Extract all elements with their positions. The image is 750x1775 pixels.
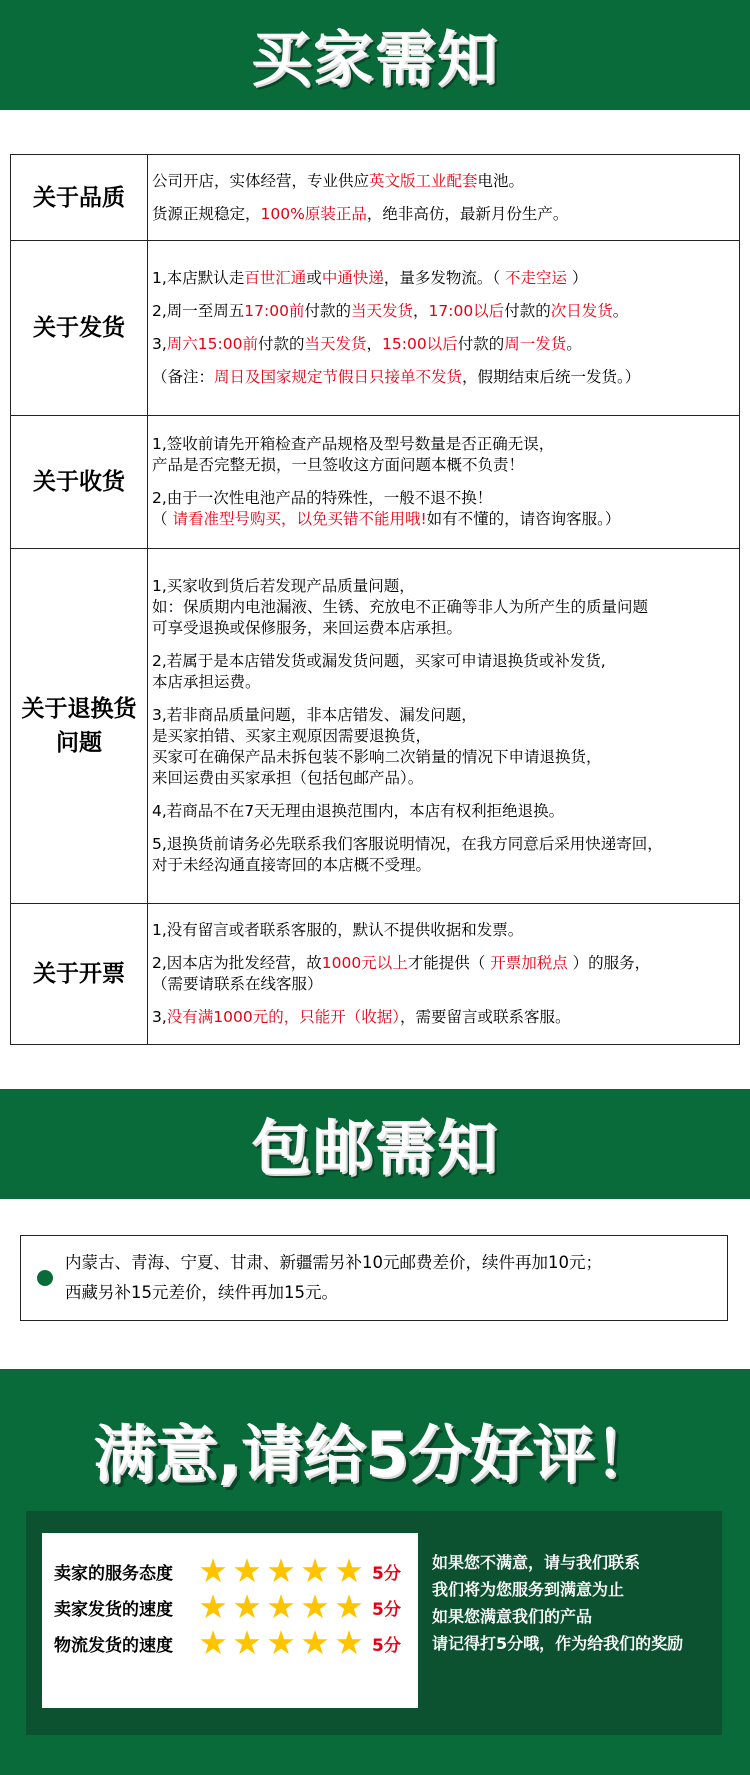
review-panel bbox=[26, 1511, 722, 1735]
review-section bbox=[0, 1369, 750, 1775]
section-paragraph: 5,退换货前请务必先联系我们客服说明情况，在我方同意后采用快递寄回， 对于未经沟通直接寄回的本店概不受理。 bbox=[152, 835, 663, 874]
star-icon: ★ bbox=[232, 1587, 262, 1626]
section-paragraph: 3,周六15:00前付款的当天发货，15:00以后付款的周一发货。 bbox=[152, 335, 582, 353]
green-dot-icon bbox=[37, 1270, 53, 1286]
table-row-invoice bbox=[11, 904, 740, 1045]
table-row-returns bbox=[11, 549, 740, 904]
shipping-notice-banner bbox=[0, 1089, 750, 1199]
buyer-notice-title: 买家需知 bbox=[251, 25, 499, 95]
table-row-shipping bbox=[11, 241, 740, 416]
shipping-notice-title: 包邮需知 bbox=[251, 1114, 499, 1184]
shipping-notice-text: 内蒙古、青海、宁夏、甘肃、新疆需另补10元邮费差价，续件再加10元； 西藏另补15元差价，续件再加15元。 bbox=[65, 1253, 602, 1302]
section-paragraph: 4,若商品不在7天无理由退换范围内，本店有权利拒绝退换。 bbox=[152, 802, 565, 820]
section-paragraph: 1,签收前请先开箱检查产品规格及型号数量是否正确无误， 产品是否完整无损，一旦签收这方面问题本概不负责！ bbox=[152, 435, 555, 474]
buyer-notice-banner bbox=[0, 0, 750, 110]
rating-score: 5分 bbox=[372, 1599, 401, 1620]
star-icon: ★ bbox=[300, 1551, 330, 1590]
review-title: 满意,请给5分好评！ bbox=[93, 1418, 657, 1491]
message-line: 如果您满意我们的产品 bbox=[432, 1607, 593, 1626]
rating-label: 物流发货的速度 bbox=[54, 1635, 173, 1656]
star-rating bbox=[196, 1623, 366, 1662]
rating-row bbox=[54, 1587, 401, 1626]
message-line: 请记得打5分哦，作为给我们的奖励 bbox=[432, 1634, 684, 1653]
rating-label: 卖家的服务态度 bbox=[54, 1563, 173, 1584]
star-rating bbox=[196, 1551, 366, 1590]
star-icon: ★ bbox=[266, 1587, 296, 1626]
star-icon: ★ bbox=[266, 1551, 296, 1590]
star-icon: ★ bbox=[198, 1623, 228, 1662]
section-paragraph: （备注：周日及国家规定节假日只接单不发货，假期结束后统一发货。） bbox=[152, 368, 641, 386]
section-heading: 关于开票 bbox=[11, 904, 148, 1045]
section-paragraph: 货源正规稳定，100%原装正品，绝非高仿，最新月份生产。 bbox=[152, 204, 569, 223]
star-icon: ★ bbox=[266, 1623, 296, 1662]
section-body bbox=[148, 904, 740, 1045]
section-heading: 关于发货 bbox=[11, 241, 148, 416]
star-icon: ★ bbox=[300, 1587, 330, 1626]
section-paragraph: 1,买家收到货后若发现产品质量问题， 如：保质期内电池漏液、生锈、充放电不正确等非人为所产生的质量问题 可享受退换或保修服务，来回运费本店承担。 bbox=[152, 577, 649, 637]
star-icon: ★ bbox=[198, 1551, 228, 1590]
table-row-receiving bbox=[11, 416, 740, 549]
star-icon: ★ bbox=[334, 1623, 364, 1662]
review-message bbox=[432, 1549, 683, 1657]
star-icon: ★ bbox=[334, 1551, 364, 1590]
section-paragraph: 2,周一至周五17:00前付款的当天发货，17:00以后付款的次日发货。 bbox=[152, 302, 629, 320]
star-icon: ★ bbox=[334, 1587, 364, 1626]
message-line: 我们将为您服务到满意为止 bbox=[432, 1580, 625, 1599]
message-line: 如果您不满意，请与我们联系 bbox=[432, 1553, 641, 1572]
section-body bbox=[148, 241, 740, 416]
section-paragraph: 2,由于一次性电池产品的特殊性，一般不退不换！ （ 请看准型号购买，以免买错不能用哦!如有不懂的，请咨询客服。） bbox=[152, 489, 621, 528]
section-paragraph: 1,本店默认走百世汇通或中通快递，量多发物流。（ 不走空运 ） bbox=[152, 269, 588, 287]
section-paragraph: 2,若属于是本店错发货或漏发货问题，买家可申请退换货或补发货, 本店承担运费。 bbox=[152, 652, 606, 691]
notice-table bbox=[10, 154, 740, 1045]
shipping-notice-box bbox=[20, 1235, 728, 1321]
section-heading: 关于退换货 问题 bbox=[11, 549, 148, 904]
star-icon: ★ bbox=[232, 1551, 262, 1590]
table-row-quality bbox=[11, 155, 740, 241]
star-icon: ★ bbox=[300, 1623, 330, 1662]
section-paragraph: 3,若非商品质量问题，非本店错发、漏发问题， 是买家拍错、买家主观原因需要退换货， 买家可在确保产品未拆包装不影响二次销量的情况下申请退换货， 来回运费由买家承担（包括包邮产品）。 bbox=[152, 706, 602, 787]
star-rating bbox=[196, 1587, 366, 1626]
rating-score: 5分 bbox=[372, 1635, 401, 1656]
rating-card bbox=[42, 1533, 418, 1708]
star-icon: ★ bbox=[198, 1587, 228, 1626]
section-body bbox=[148, 549, 740, 904]
rating-row bbox=[54, 1623, 401, 1662]
section-heading: 关于收货 bbox=[11, 416, 148, 549]
section-body bbox=[148, 416, 740, 549]
section-body bbox=[148, 155, 740, 241]
section-paragraph: 2,因本店为批发经营，故1000元以上才能提供（ 开票加税点 ）的服务， （需要请联系在线客服） bbox=[152, 954, 651, 993]
section-paragraph: 1,没有留言或者联系客服的，默认不提供收据和发票。 bbox=[152, 921, 524, 939]
rating-row bbox=[54, 1551, 401, 1590]
star-icon: ★ bbox=[232, 1623, 262, 1662]
rating-score: 5分 bbox=[372, 1563, 401, 1584]
section-paragraph: 公司开店，实体经营，专业供应英文版工业配套电池。 bbox=[152, 171, 525, 190]
rating-label: 卖家发货的速度 bbox=[54, 1599, 173, 1620]
section-paragraph: 3,没有满1000元的，只能开（收据），需要留言或联系客服。 bbox=[152, 1008, 571, 1026]
section-heading: 关于品质 bbox=[11, 155, 148, 241]
